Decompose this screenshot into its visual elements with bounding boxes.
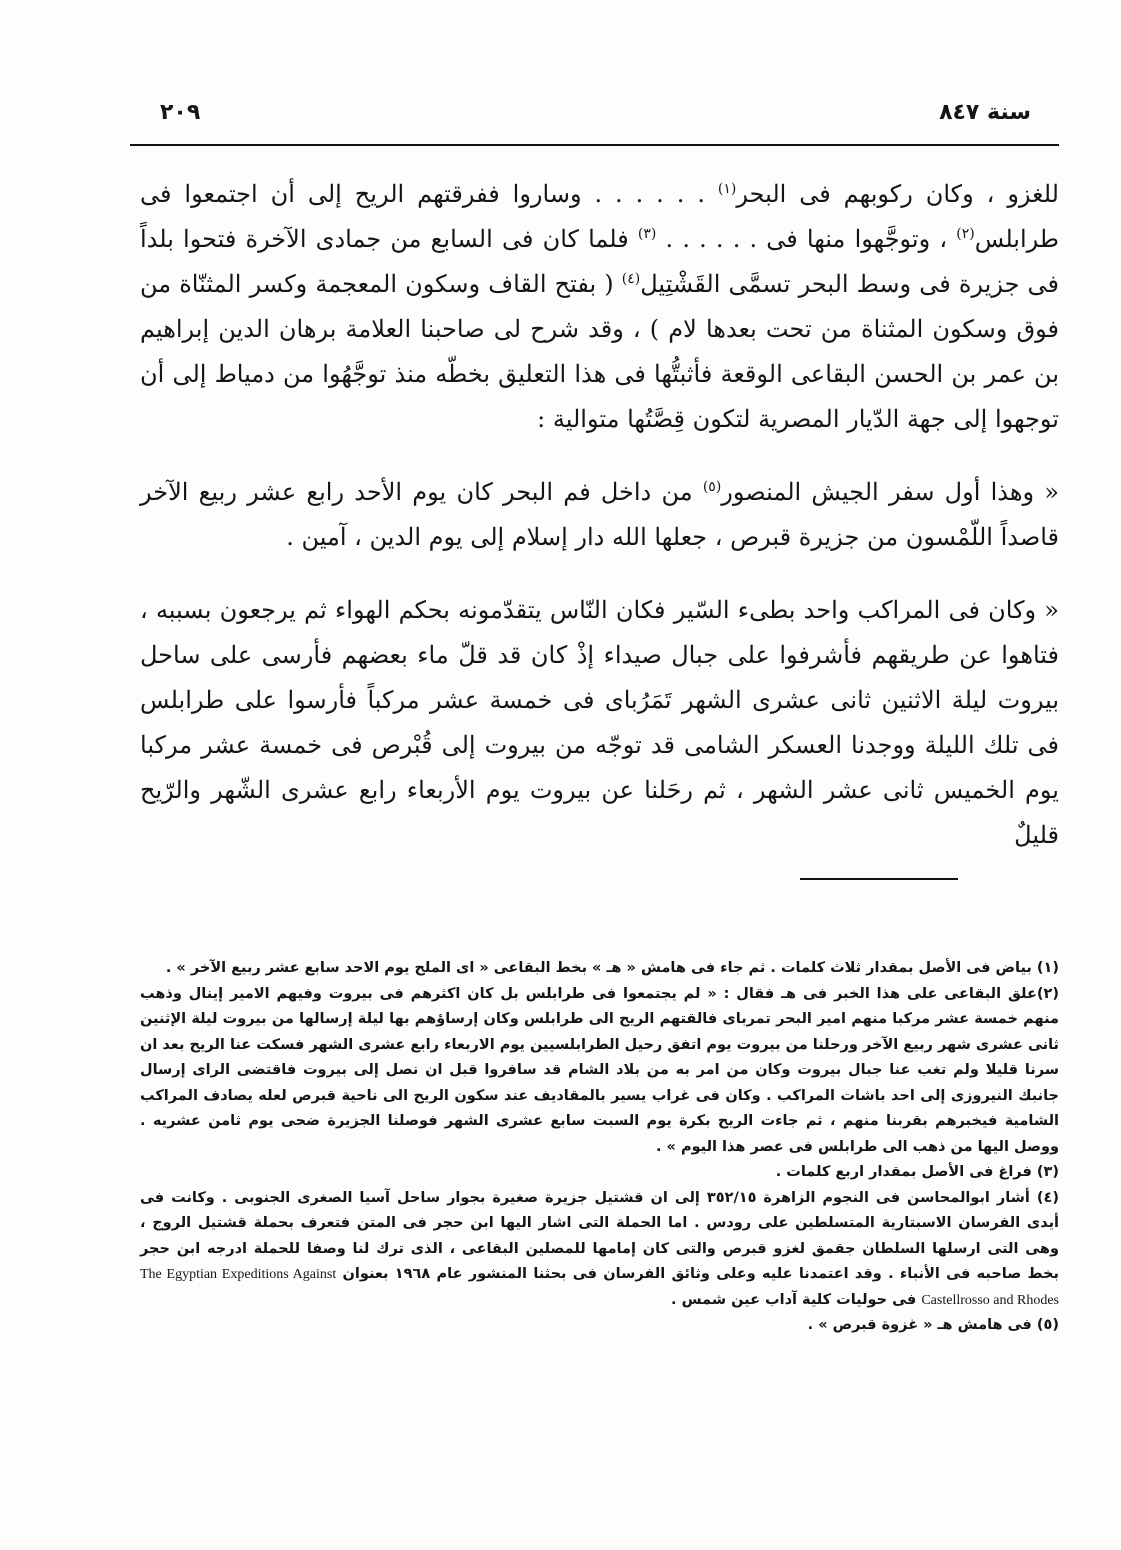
- page-header: [130, 100, 1031, 134]
- footnote-number: (٤): [1036, 1189, 1060, 1206]
- footnote-text: فراغ فى الأصل بمقدار اربع كلمات .: [775, 1164, 1037, 1180]
- paragraph-3: « وكان فى المراكب واحد بطىء السّير فكان النّاس يتقدّمونه بحكم الهواء ثم يرجعون بسببه ، فتاهوا عن طريقهم فأشرفوا على جبال صيداء إذْ كان قد قلّ ماء بعضهم فأرسى على ساحل بيروت ليلة الاثنين ثانى عشرى الشهر تَمَرُباى فى خمسة عشر مركباً فأرسوا على طرابلس فى تلك الليلة ووجدنا العسكر الشامى قد توجّه من بيروت إلى قُبْرص فى خمسة عشر مركبا يوم الخميس ثانى عشر الشهر ، ثم رحَلنا عن بيروت يوم الأربعاء رابع عشرى الشّهر والرّيح قليلٌ: [140, 596, 1060, 849]
- page-number: ٢٠٩: [160, 100, 201, 125]
- footnote-text: أشار ابوالمحاسن فى النجوم الزاهرة ٣٥٢/١٥ إلى ان قشتيل جزيرة صغيرة بجوار ساحل آسيا الصغرى الجنوبى . وكانت فى أيدى الفرسان الاسبتارية المتسلطين على رودس . اما الحملة التى اشار اليها ابن حجر فى المتن فتعرف بحملة قشتيل الروج ، وهى التى ارسلها السلطان جقمق لغزو قبرص والتى كان إمامها للمصلين البقاعى ، الذى ترك لنا وصفا للحملة ادرجه ابن حجر بخط صاحبه فى الأنباء . وقد اعتمدنا عليه وعلى وثائق الفرسان فى بحثنا المنشور عام ١٩٦٨ بعنوان: [140, 1189, 1059, 1282]
- footnote-text: فى هامش هـ « غزوة قبرص » .: [807, 1317, 1037, 1333]
- paragraph-text: ( بفتح القاف وسكون المعجمة وكسر المثنّاة من فوق وسكون المثناة من تحت بعدها لام ) ، وقد شرح لى صاحبنا العلامة برهان الدين إبراهيم بن عمر بن الحسن البقاعى الوقعة فأثبتُّها فى هذا التعليق بخطّه منذ توجَّهُوا من دمياط إلى أن توجهوا إلى جهة الدّيار المصرية لتكون قِصَّتُها متوالية :: [140, 270, 1059, 433]
- footnote-ref-5: (٥): [702, 479, 722, 495]
- footnote-ref-3: (٣): [637, 226, 657, 242]
- footnote-ref-1: (١): [717, 181, 737, 197]
- footnote-1: [140, 956, 1059, 982]
- footnote-text: فى حوليات كلية آداب عين شمس .: [671, 1291, 922, 1308]
- paragraph-1: [140, 172, 1059, 442]
- footnote-number: (٥): [1036, 1317, 1059, 1333]
- main-text: [140, 172, 1059, 858]
- footnote-ref-2: (٢): [956, 226, 975, 242]
- header-rule: [130, 144, 1059, 146]
- paragraph-text: ، وتوجَّهوا منها فى . . . . . .: [656, 225, 957, 253]
- footnote-text: بياض فى الأصل بمقدار ثلاث كلمات . ثم جاء فى هامش « هـ » بخط البقاعى « اى الملح يوم الاحد سابع عشر ربيع الآخر » .: [165, 960, 1037, 976]
- paragraph-text: للغزو ، وكان ركوبهم فى البحر: [736, 180, 1059, 208]
- english-title: The Egyptian Expeditions Against Castellrosso and Rhodes: [140, 1267, 1059, 1308]
- footnote-ref-4: (٤): [621, 271, 641, 287]
- paragraph-text: من داخل فم البحر كان يوم الأحد رابع عشر ربيع الآخر قاصداً اللّمْسون من جزيرة قبرص ، جعلها الله دار إسلام إلى يوم الدين ، آمين .: [140, 478, 1059, 551]
- footnote-2: [140, 982, 1059, 1161]
- footnote-number: (٣): [1036, 1164, 1059, 1180]
- footnote-5: [140, 1313, 1059, 1339]
- footnote-text: علق البقاعى على هذا الخبر فى هـ فقال : « لم يجتمعوا فى طرابلس بل كان اكثرهم فى بيروت وفيهم الامير إينال وذهب منهم خمسة عشر مركبا منهم امير البحر تمرباى فالقتهم الريح الى طرابلس وكان إرساؤهم بها ليلة إرسالها من بيروت ليلة الإثنين ثانى عشرى شهر ربيع الآخر ورحلنا من بيروت يوم اتفق رحيل الطرابلسيين يوم الاربعاء رابع عشرى الشهر فسكت عنا الريح بعد ان سرنا قليلا ولم تغب عنا جبال بيروت وكان من امر به من بلاد الشام قد سافروا قبل ان نصل إلى بيروت فاقتضى الراى إرسال جانبك النيروزى إلى احد باشات المراكب . وكان فى غراب يسير بالمقاديف عند سكون الريح الى ناحية قبرص لعله يصادف المراكب الشامية فيخبرهم بقربنا منهم ، ثم جاءت الريح بكرة يوم السبت سابع عشرى الشهر فوصلنا الجزيرة ضحى يوم ثامن عشريه . ووصل اليها من ذهب الى طرابلس فى عصر هذا اليوم » .: [140, 985, 1059, 1155]
- paragraph-2: [140, 470, 1059, 560]
- paragraph-text: فلما كان فى السابع من جمادى الآخرة فتحوا بلداً فى جزيرة فى وسط البحر تسمَّى القَشْتِيل: [140, 225, 1059, 298]
- footnote-4: [140, 1186, 1059, 1314]
- footnotes: [140, 956, 1059, 1339]
- paragraph-text: . . . . . . وساروا ففرقتهم الريح إلى أن اجتمعوا فى طرابلس: [140, 180, 1059, 253]
- footnote-3: [140, 1160, 1059, 1186]
- running-header-year: سنة ٨٤٧: [939, 100, 1031, 125]
- paragraph-text: « وهذا أول سفر الجيش المنصور: [721, 478, 1059, 506]
- footnote-number: (١): [1036, 960, 1059, 976]
- footnote-divider: [800, 878, 958, 880]
- footnote-number: (٢): [1036, 985, 1059, 1002]
